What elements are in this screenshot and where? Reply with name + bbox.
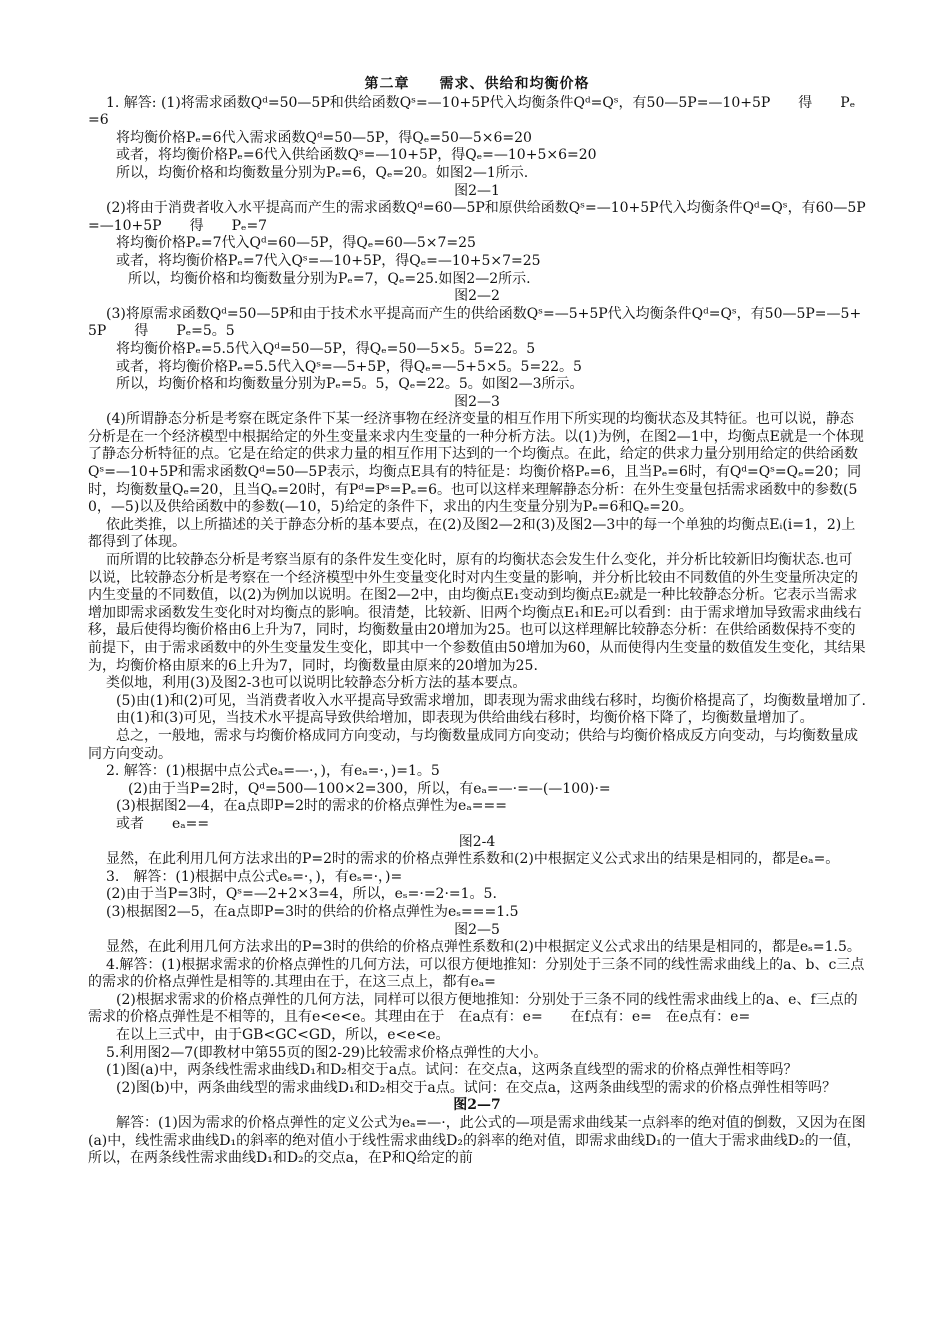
q1-part5: 由(1)和(3)可见，当技术水平提高导致供给增加，即表现为供给曲线右移时，均衡价格下降了，均衡数量增加了。 (116, 710, 814, 727)
figure-caption: 图2—5 (454, 921, 500, 938)
figure-caption: 图2—1 (454, 182, 500, 199)
q3-line: 3. 解答：(1)根据中点公式eₛ=·，)，有eₛ=·，)= (106, 868, 403, 885)
q1-line: 或者，将均衡价格Pₑ=5.5代入Qˢ=—5+5P，得Qₑ=—5+5×5。5=22。5 (116, 358, 582, 375)
q2-line: (2)由于当P=2时，Qᵈ=500—100×2=300，所以，有eₐ=—·=—(—100)·= (128, 780, 611, 797)
q3-line: 显然，在此利用几何方法求出的P=3时的供给的价格点弹性系数和(2)中根据定义公式求出的结果是相同的，都是eₛ=1.5。 (106, 939, 861, 956)
figure-caption: 图2-4 (458, 833, 496, 850)
q2-line: (3)根据图2—4，在a点即P=2时的需求的价格点弹性为eₐ=== (116, 798, 507, 815)
q1-part4: 类似地，利用(3)及图2-3也可以说明比较静态分析方法的基本要点。 (106, 675, 527, 692)
chapter-title: 第二章 需求、供给和均衡价格 (364, 76, 590, 92)
q1-line: 所以，均衡价格和均衡数量分别为Pₑ=5。5，Qₑ=22。5。如图2—3所示。 (116, 376, 584, 393)
q1-line: 所以，均衡价格和均衡数量分别为Pₑ=7，Qₑ=25.如图2—2所示. (128, 270, 531, 287)
q2-line: 显然，在此利用几何方法求出的P=2时的需求的价格点弹性系数和(2)中根据定义公式求出的结果是相同的，都是eₐ=。 (106, 851, 840, 868)
q3-line: (2)由于当P=3时，Qˢ=—2+2×3=4，所以，eₛ=·=2·=1。5. (106, 886, 497, 903)
q1-line: 将均衡价格Pₑ=5.5代入Qᵈ=50—5P，得Qₑ=50—5×5。5=22。5 (116, 340, 536, 357)
q1-part4: 而所谓的比较静态分析是考察当原有的条件发生变化时，原有的均衡状态会发生什么变化，并分析比较新旧均衡状态.也可以说，比较静态分析是考察在一个经济模型中外生变量变化时对内生变量的影响，并分析比较由不同数值的外生变量所决定的内生变量的不同数值，以(2)为例加以说明。在图2—2中，由均衡点E₁变动到均衡点E₂就是一种比较静态分析。它表示当需求增加即需求函数发生变化时对均衡点的影响。很清楚，比较新、旧两个均衡点E₁和E₂可以看到：由于需求增加导致需求曲线右移，最后使得均衡价格由6上升为7，同时，均衡数量由20增加为25。也可以这样理解比较静态分析：在供给函数保持不变的前提下，由于需求函数中的外生变量发生变化，即其中一个参数值由50增加为60，从而使得内生变量的数值发生变化，其结果为，均衡价格由原来的6上升为7，同时，均衡数量由原来的20增加为25. (88, 552, 866, 674)
q1-part4: 依此类推，以上所描述的关于静态分析的基本要点，在(2)及图2—2和(3)及图2—3中的每一个单独的均衡点Eᵢ(i=1，2)上都得到了体现。 (88, 516, 856, 551)
q1-part2: (2)将由于消费者收入水平提高而产生的需求函数Qᵈ=60—5P和原供给函数Qˢ=—10+5P代入均衡条件Qᵈ=Qˢ，有60—5P=—10+5P 得 Pₑ=7 (88, 200, 866, 234)
figure-caption: 图2—2 (454, 288, 500, 305)
q1-line: 或者，将均衡价格Pₑ=7代入Qˢ=—10+5P，得Qₑ=—10+5×7=25 (116, 252, 541, 269)
q5-line: (2)图(b)中，两条曲线型的需求曲线D₁和D₂相交于a点。试问：在交点a，这两条曲线型的需求的价格点弹性相等吗？ (116, 1079, 837, 1096)
q2-line: 或者 eₐ== (116, 815, 210, 832)
q4-line: 4.解答：(1)根据求需求的价格点弹性的几何方法，可以很方便地推知：分别处于三条不同的线性需求曲线上的a、b、c三点的需求的价格点弹性是相等的.其理由在于，在这三点上，都有eₐ= (88, 956, 865, 991)
q1-line: 将均衡价格Pₑ=7代入Qᵈ=60—5P，得Qₑ=60—5×7=25 (116, 235, 476, 252)
q1-part5: 总之，一般地，需求与均衡价格成同方向变动，与均衡数量成同方向变动；供给与均衡价格成反方向变动，与均衡数量成同方向变动。 (88, 727, 858, 762)
q2-line: 2. 解答：(1)根据中点公式eₐ=—·，)，有eₐ=·，)=1。5 (106, 763, 440, 780)
q1-line: 所以，均衡价格和均衡数量分别为Pₑ=6，Qₑ=20。如图2—1所示. (116, 164, 529, 181)
q3-line: (3)根据图2—5，在a点即P=3时的供给的价格点弹性为eₛ===1.5 (106, 903, 519, 920)
q5-line: 解答：(1)因为需求的价格点弹性的定义公式为eₐ=—·，此公式的—项是需求曲线某一点斜率的绝对值的倒数，又因为在图(a)中，线性需求曲线D₁的斜率的绝对值小于线性需求曲线D₂的斜率的绝对值，即需求曲线D₁的一值大于需求曲线D₂的一值，所以，在两条线性需求曲线D₁和D₂的交点a，在P和Q给定的前 (88, 1115, 866, 1167)
q4-line: 在以上三式中，由于GB<GC<GD，所以，e<e<e。 (116, 1027, 450, 1044)
q1-part4: (4)所谓静态分析是考察在既定条件下某一经济事物在经济变量的相互作用下所实现的均衡状态及其特征。也可以说，静态分析是在一个经济模型中根据给定的外生变量来求内生变量的一种分析方法。以(1)为例，在图2—1中，均衡点E就是一个体现了静态分析特征的点。它是在给定的供求力量的相互作用下达到的一个均衡点。在此，给定的供求力量分别用给定的供给函数Qˢ=—10+5P和需求函数Qᵈ=50—5P表示，均衡点E具有的特征是：均衡价格Pₑ=6，且当Pₑ=6时，有Qᵈ=Qˢ=Qₑ=20；同时，均衡数量Qₑ=20，且当Qₑ=20时，有Pᵈ=Pˢ=Pₑ=6。也可以这样来理解静态分析：在外生变量包括需求函数中的参数(50，—5)以及供给函数中的参数(—10，5)给定的条件下，求出的内生变量分别为Pₑ=6和Qₑ=20。 (88, 411, 864, 516)
q4-line: (2)根据求需求的价格点弹性的几何方法，同样可以很方便地推知：分别处于三条不同的线性需求曲线上的a、e、f三点的需求的价格点弹性是不相等的，且有e<e<e。其理由在于 在a点有：e= 在f点有：e= 在e点有：e= (88, 991, 858, 1026)
q5-line: 5.利用图2—7(即教材中第55页的图2-29)比较需求价格点弹性的大小。 (106, 1044, 548, 1061)
q5-line: (1)图(a)中，两条线性需求曲线D₁和D₂相交于a点。试问：在交点a，这两条直线型的需求的价格点弹性相等吗？ (106, 1062, 798, 1079)
q1-intro: 1. 解答: (1)将需求函数Qᵈ=50—5P和供给函数Qˢ=—10+5P代入均衡条件Qᵈ=Qˢ，有50—5P=—10+5P 得 Pₑ=6 (88, 94, 856, 129)
q1-part3: (3)将原需求函数Qᵈ=50—5P和由于技术水平提高而产生的供给函数Qˢ=—5+5P代入均衡条件Qᵈ=Qˢ，有50—5P=—5+5P 得 Pₑ=5。5 (88, 305, 862, 340)
figure-caption: 图2—7 (453, 1097, 501, 1114)
q1-part5: (5)由(1)和(2)可见，当消费者收入水平提高导致需求增加，即表现为需求曲线右移时，均衡价格提高了，均衡数量增加了. (116, 692, 866, 709)
q1-line: 将均衡价格Pₑ=6代入需求函数Qᵈ=50—5P，得Qₑ=50—5×6=20 (116, 129, 532, 146)
q1-line: 或者，将均衡价格Pₑ=6代入供给函数Qˢ=—10+5P，得Qₑ=—10+5×6=20 (116, 147, 597, 164)
figure-caption: 图2—3 (454, 393, 500, 410)
